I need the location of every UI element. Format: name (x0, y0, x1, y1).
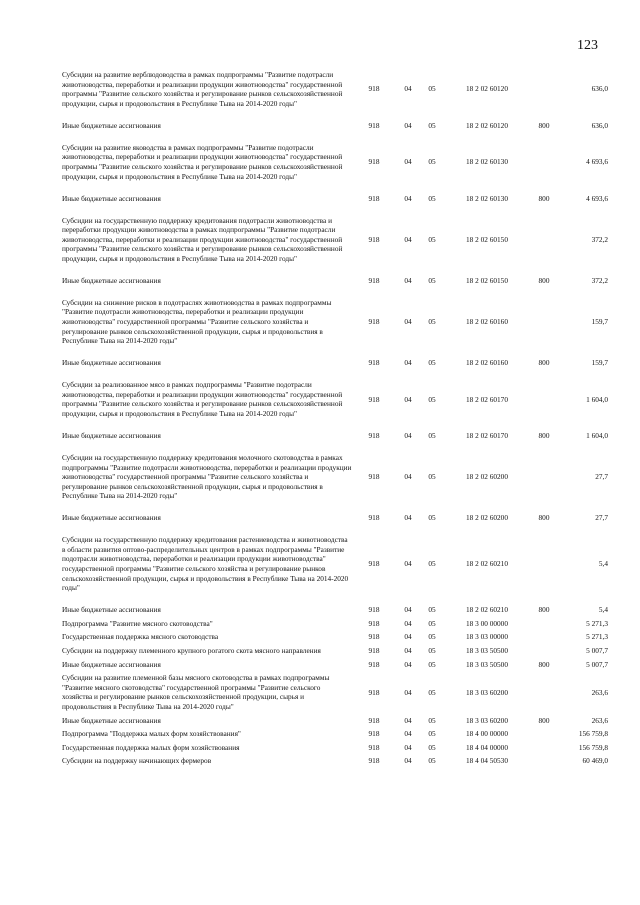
row-name: Субсидии на снижение рисков в подотраслях животноводства в рамках подпрограммы "Развитие подотрасли животноводства, переработки и реализации продукции животноводства" государственной программы "Развитие сельского хозяйства и регулирование рынков сельскохозяйственной продукции, сырья и продовольствия в Республике Тыва на 2014-2020 годы" (62, 297, 332, 346)
row-spacer-cell (62, 181, 608, 193)
row-target-article: 18 2 02 60130 (466, 157, 508, 167)
table-row (62, 716, 608, 726)
row-grbs-code: 918 (368, 632, 380, 642)
row-section-code: 04 (404, 193, 412, 203)
row-expense-type (530, 216, 558, 264)
row-spacer (62, 130, 608, 142)
row-subsection-code: 05 (428, 358, 436, 368)
row-name: Иные бюджетные ассигнования (62, 715, 161, 725)
row-sum: 60 469,0 (582, 756, 608, 766)
row-sum: 5,4 (598, 605, 608, 615)
table-row (62, 358, 608, 368)
row-subsection-code: 05 (428, 275, 436, 285)
row-subsection-code: 05 (428, 687, 436, 697)
row-subsection-code: 05 (428, 659, 436, 669)
row-subsection-code: 05 (428, 120, 436, 130)
row-spacer-cell (62, 285, 608, 297)
row-target-article: 18 2 02 60150 (466, 234, 508, 244)
row-grbs-code: 918 (368, 358, 380, 368)
row-subsection-code: 05 (428, 756, 436, 766)
row-sum: 372,2 (591, 234, 608, 244)
row-grbs-code: 918 (368, 157, 380, 167)
row-section-code: 04 (404, 618, 412, 628)
row-section-code: 04 (404, 317, 412, 327)
row-section-code: 04 (404, 729, 412, 739)
row-subsection-code: 05 (428, 394, 436, 404)
row-subsection-code: 05 (428, 234, 436, 244)
row-subsection-code: 05 (428, 715, 436, 725)
row-sum: 5 007,7 (586, 659, 608, 669)
row-section-code: 04 (404, 742, 412, 752)
row-expense-type (530, 70, 558, 108)
row-sum: 156 759,8 (578, 742, 608, 752)
row-target-article: 18 2 02 60210 (466, 559, 508, 569)
row-section-code: 04 (404, 472, 412, 482)
row-name: Иные бюджетные ассигнования (62, 605, 161, 615)
row-target-article: 18 2 02 60200 (466, 513, 508, 523)
row-sum: 1 604,0 (586, 394, 608, 404)
row-target-article: 18 3 03 60200 (466, 715, 508, 725)
table-row (62, 143, 608, 181)
row-section-code: 04 (404, 120, 412, 130)
table-row (62, 535, 608, 593)
row-spacer (62, 346, 608, 358)
table-row (62, 121, 608, 131)
row-spacer-cell (62, 263, 608, 275)
table-row (62, 216, 608, 264)
row-grbs-code: 918 (368, 687, 380, 697)
table-row (62, 453, 608, 501)
row-target-article: 18 2 02 60210 (466, 605, 508, 615)
row-spacer-cell (62, 501, 608, 513)
row-spacer (62, 593, 608, 605)
row-name: Подпрограмма "Развитие мясного скотоводства" (62, 618, 213, 628)
row-target-article: 18 3 03 50500 (466, 646, 508, 656)
row-name: Субсидии на развитие племенной базы мясного скотоводства в рамках подпрограммы "Развитие мясного скотоводства" государственной программы "Развитие сельского хозяйства и регулирование рынков сельскохозяйственной продукции, сырья и продовольствия в Республике Тыва на 2014-2020 годы" (62, 673, 330, 711)
row-subsection-code: 05 (428, 742, 436, 752)
row-spacer-cell (62, 203, 608, 215)
row-spacer-cell (62, 368, 608, 380)
row-spacer (62, 285, 608, 297)
row-section-code: 04 (404, 559, 412, 569)
row-name: Иные бюджетные ассигнования (62, 120, 161, 130)
row-subsection-code: 05 (428, 430, 436, 440)
row-target-article: 18 2 02 60120 (466, 120, 508, 130)
row-name: Государственная поддержка мясного скотоводства (62, 632, 219, 642)
row-grbs-code: 918 (368, 317, 380, 327)
row-spacer-cell (62, 130, 608, 142)
row-target-article: 18 4 04 00000 (466, 742, 508, 752)
row-expense-type (530, 143, 558, 181)
row-subsection-code: 05 (428, 193, 436, 203)
row-section-code: 04 (404, 605, 412, 615)
row-section-code: 04 (404, 84, 412, 94)
row-subsection-code: 05 (428, 513, 436, 523)
table-row (62, 513, 608, 523)
row-expense-type: 800 (538, 715, 550, 725)
row-expense-type (530, 535, 558, 593)
row-name: Иные бюджетные ассигнования (62, 659, 161, 669)
row-expense-type: 800 (538, 193, 550, 203)
row-name: Субсидии на государственную поддержку кредитования подотрасли животноводства и переработки продукции животноводства в рамках подпрограммы "Развитие подотрасли животноводства, переработки и реализации продукции животноводства" государственной программы "Развитие сельского хозяйства и регулирование рынков сельскохозяйственной продукции, сырья и продовольствия в Республике Тыва на 2014-2020 годы" (62, 215, 343, 263)
row-expense-type (530, 673, 558, 711)
row-expense-type: 800 (538, 120, 550, 130)
row-sum: 156 759,8 (578, 729, 608, 739)
row-section-code: 04 (404, 358, 412, 368)
row-section-code: 04 (404, 394, 412, 404)
row-target-article: 18 2 02 60130 (466, 193, 508, 203)
row-grbs-code: 918 (368, 430, 380, 440)
row-name: Субсидии за реализованное мясо в рамках подпрограммы "Развитие подотрасли животноводства, переработки и реализации продукции животноводства" государственной программы "Развитие сельского хозяйства и регулирование рынков сельскохозяйственной продукции, сырья и продовольствия в Республике Тыва на 2014-2020 годы" (62, 380, 343, 418)
table-row (62, 646, 608, 656)
row-target-article: 18 3 03 50500 (466, 659, 508, 669)
row-spacer (62, 501, 608, 513)
table-row (62, 632, 608, 642)
row-grbs-code: 918 (368, 618, 380, 628)
table-row (62, 605, 608, 615)
row-sum: 159,7 (591, 358, 608, 368)
row-sum: 5 007,7 (586, 646, 608, 656)
row-name: Субсидии на государственную поддержку кредитования молочного скотоводства в рамках подпрограммы "Развитие подотрасли животноводства, переработки и реализации продукции животноводства" государственной программы "Развитие сельского хозяйства и регулирование рынков сельскохозяйственной продукции, сырья и продовольствия в Республике Тыва на 2014-2020 годы" (62, 452, 352, 501)
table-row (62, 298, 608, 346)
row-target-article: 18 3 00 00000 (466, 618, 508, 628)
row-subsection-code: 05 (428, 618, 436, 628)
budget-table (62, 70, 608, 766)
row-expense-type (530, 743, 558, 753)
row-target-article: 18 2 02 60200 (466, 472, 508, 482)
row-sum: 1 604,0 (586, 430, 608, 440)
row-subsection-code: 05 (428, 157, 436, 167)
row-spacer-cell (62, 441, 608, 453)
row-grbs-code: 918 (368, 472, 380, 482)
row-target-article: 18 3 03 00000 (466, 632, 508, 642)
table-row (62, 194, 608, 204)
row-subsection-code: 05 (428, 472, 436, 482)
row-sum: 5,4 (598, 559, 608, 569)
row-spacer-cell (62, 108, 608, 120)
row-grbs-code: 918 (368, 559, 380, 569)
row-section-code: 04 (404, 659, 412, 669)
row-sum: 636,0 (591, 84, 608, 94)
row-section-code: 04 (404, 430, 412, 440)
row-grbs-code: 918 (368, 729, 380, 739)
row-spacer (62, 441, 608, 453)
row-target-article: 18 2 02 60160 (466, 317, 508, 327)
row-expense-type: 800 (538, 358, 550, 368)
row-name: Иные бюджетные ассигнования (62, 193, 161, 203)
row-subsection-code: 05 (428, 632, 436, 642)
row-grbs-code: 918 (368, 659, 380, 669)
row-expense-type (530, 756, 558, 766)
row-name: Субсидии на поддержку начинающих фермеров (62, 756, 212, 766)
row-name: Государственная поддержка малых форм хозяйствования (62, 742, 240, 752)
row-spacer (62, 263, 608, 275)
row-sum: 159,7 (591, 317, 608, 327)
row-expense-type: 800 (538, 430, 550, 440)
table-row (62, 276, 608, 286)
row-grbs-code: 918 (368, 756, 380, 766)
row-sum: 4 693,6 (586, 157, 608, 167)
row-expense-type: 800 (538, 659, 550, 669)
row-grbs-code: 918 (368, 605, 380, 615)
row-spacer (62, 181, 608, 193)
row-expense-type (530, 632, 558, 642)
row-subsection-code: 05 (428, 646, 436, 656)
row-target-article: 18 4 04 50530 (466, 756, 508, 766)
row-expense-type (530, 453, 558, 501)
row-expense-type: 800 (538, 605, 550, 615)
row-spacer (62, 523, 608, 535)
row-grbs-code: 918 (368, 84, 380, 94)
row-grbs-code: 918 (368, 742, 380, 752)
row-grbs-code: 918 (368, 513, 380, 523)
row-spacer-cell (62, 593, 608, 605)
row-expense-type: 800 (538, 275, 550, 285)
row-section-code: 04 (404, 632, 412, 642)
table-row (62, 673, 608, 711)
row-name: Иные бюджетные ассигнования (62, 430, 161, 440)
row-expense-type (530, 298, 558, 346)
row-section-code: 04 (404, 646, 412, 656)
row-spacer-cell (62, 419, 608, 431)
table-row (62, 756, 608, 766)
row-grbs-code: 918 (368, 120, 380, 130)
row-sum: 27,7 (595, 513, 608, 523)
row-sum: 263,6 (591, 687, 608, 697)
page-number: 123 (577, 38, 598, 53)
row-grbs-code: 918 (368, 646, 380, 656)
table-row (62, 70, 608, 108)
row-target-article: 18 2 02 60120 (466, 84, 508, 94)
table-row (62, 743, 608, 753)
row-section-code: 04 (404, 234, 412, 244)
row-grbs-code: 918 (368, 234, 380, 244)
row-section-code: 04 (404, 687, 412, 697)
row-sum: 5 271,3 (586, 632, 608, 642)
table-row (62, 380, 608, 418)
row-spacer (62, 419, 608, 431)
row-sum: 372,2 (591, 275, 608, 285)
row-name: Субсидии на развитие верблюдоводства в рамках подпрограммы "Развитие подотрасли животноводства, переработки и реализации продукции животноводства" государственной программы "Развитие сельского хозяйства и регулирование рынков сельскохозяйственной продукции, сырья и продовольствия в Республике Тыва на 2014-2020 годы" (62, 70, 343, 108)
row-section-code: 04 (404, 715, 412, 725)
row-sum: 636,0 (591, 120, 608, 130)
row-target-article: 18 2 02 60170 (466, 430, 508, 440)
row-target-article: 18 4 00 00000 (466, 729, 508, 739)
row-target-article: 18 2 02 60160 (466, 358, 508, 368)
row-subsection-code: 05 (428, 605, 436, 615)
row-spacer (62, 203, 608, 215)
row-sum: 27,7 (595, 472, 608, 482)
row-grbs-code: 918 (368, 394, 380, 404)
row-expense-type (530, 619, 558, 629)
row-subsection-code: 05 (428, 317, 436, 327)
row-section-code: 04 (404, 157, 412, 167)
row-name: Подпрограмма "Поддержка малых форм хозяйствования" (62, 729, 241, 739)
row-section-code: 04 (404, 513, 412, 523)
row-expense-type (530, 380, 558, 418)
row-sum: 263,6 (591, 715, 608, 725)
row-name: Субсидии на развитие яководства в рамках подпрограммы "Развитие подотрасли животноводства, переработки и реализации продукции животноводства" государственной программы "Развитие сельского хозяйства и регулирование рынков сельскохозяйственной продукции, сырья и продовольствия в Республике Тыва на 2014-2020 годы" (62, 142, 343, 181)
row-name: Иные бюджетные ассигнования (62, 275, 161, 285)
row-grbs-code: 918 (368, 275, 380, 285)
row-spacer-cell (62, 523, 608, 535)
row-name: Субсидии на поддержку племенного крупного рогатого скота мясного направления (62, 646, 321, 656)
row-spacer-cell (62, 346, 608, 358)
table-row (62, 660, 608, 670)
row-target-article: 18 2 02 60170 (466, 394, 508, 404)
row-expense-type (530, 646, 558, 656)
row-sum: 4 693,6 (586, 193, 608, 203)
table-row (62, 729, 608, 739)
row-expense-type (530, 729, 558, 739)
row-name: Иные бюджетные ассигнования (62, 358, 161, 368)
row-section-code: 04 (404, 275, 412, 285)
row-name: Субсидии на государственную поддержку кредитования растениеводства и животноводства в области развития оптово-распределительных центров в рамках подпрограммы "Развитие подотрасли животноводства, переработки и реализации продукции животноводства" государственной программы "Развитие сельского хозяйства и регулирование рынков сельскохозяйственной продукции, сырья и продовольствия в Республике Тыва на 2014-2020 годы" (62, 535, 349, 593)
table-row (62, 431, 608, 441)
row-spacer (62, 368, 608, 380)
budget-table-body (62, 70, 608, 766)
row-section-code: 04 (404, 756, 412, 766)
table-row (62, 619, 608, 629)
row-name: Иные бюджетные ассигнования (62, 513, 161, 523)
row-expense-type: 800 (538, 513, 550, 523)
row-subsection-code: 05 (428, 559, 436, 569)
row-target-article: 18 2 02 60150 (466, 275, 508, 285)
row-subsection-code: 05 (428, 729, 436, 739)
row-grbs-code: 918 (368, 193, 380, 203)
row-spacer (62, 108, 608, 120)
row-sum: 5 271,3 (586, 618, 608, 628)
row-target-article: 18 3 03 60200 (466, 687, 508, 697)
row-grbs-code: 918 (368, 715, 380, 725)
row-subsection-code: 05 (428, 84, 436, 94)
